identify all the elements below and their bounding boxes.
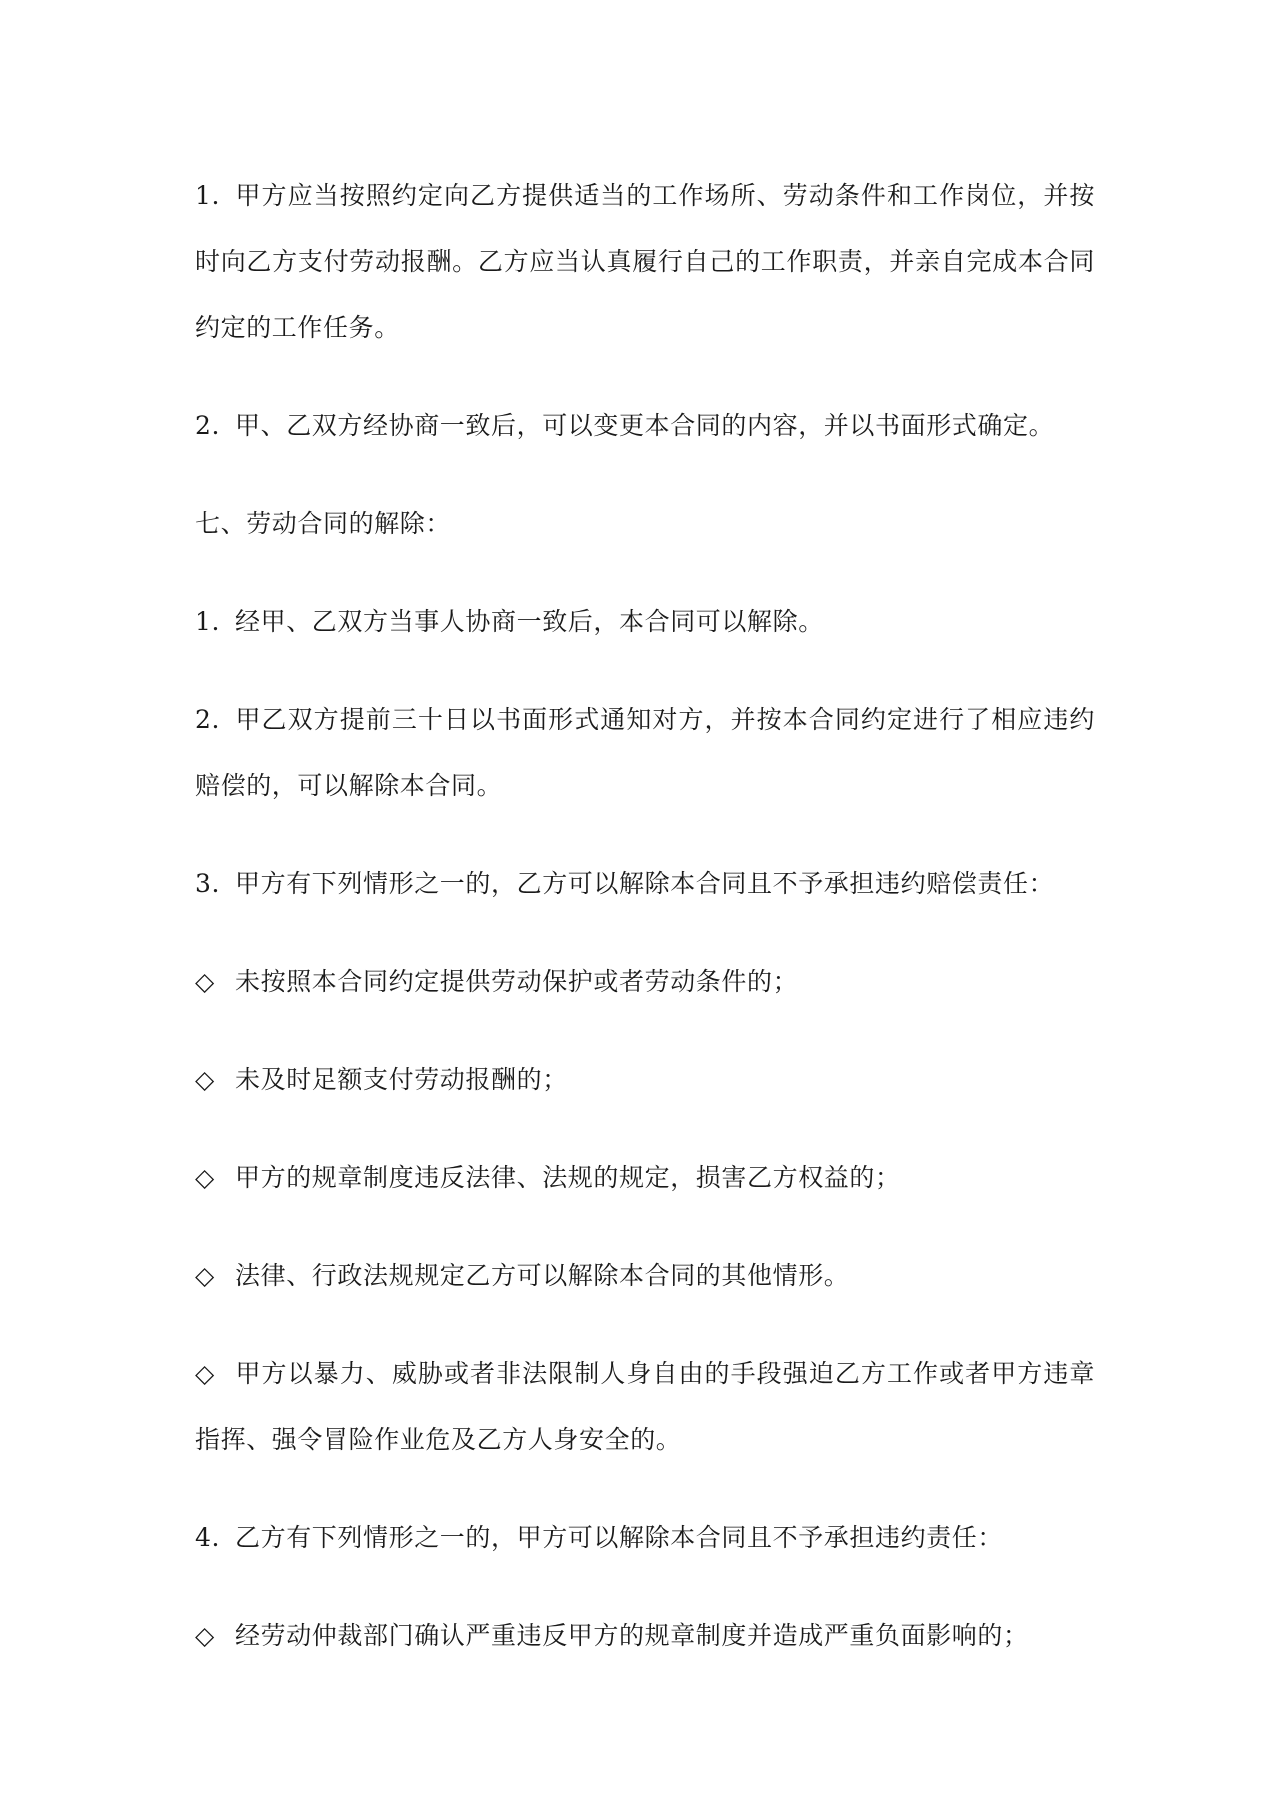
clause-text: 甲方应当按照约定向乙方提供适当的工作场所、劳动条件和工作岗位，并按时向乙方支付劳动报酬。乙方应当认真履行自己的工作职责，并亲自完成本合同约定的工作任务。 (195, 181, 1095, 342)
bullet-item (195, 1341, 1095, 1473)
clause-text: 经甲、乙双方当事人协商一致后，本合同可以解除。 (235, 607, 824, 636)
bullet-item (195, 1243, 1095, 1309)
clause-number: 1. (195, 607, 221, 636)
bullet-item (195, 949, 1095, 1015)
clause-number: 4. (195, 1523, 221, 1552)
clause-number: 2. (195, 411, 221, 440)
bullet-item (195, 1145, 1095, 1211)
diamond-bullet-icon: ◇ (195, 1163, 215, 1192)
clause-7-3 (195, 851, 1095, 917)
clause-6-1 (195, 163, 1095, 361)
bullet-text: 甲方的规章制度违反法律、法规的规定，损害乙方权益的； (235, 1163, 901, 1192)
section-heading-7 (195, 491, 1095, 557)
clause-7-4 (195, 1505, 1095, 1571)
bullet-text: 未按照本合同约定提供劳动保护或者劳动条件的； (235, 967, 799, 996)
bullet-item (195, 1603, 1095, 1669)
clause-7-2 (195, 687, 1095, 819)
clause-text: 甲、乙双方经协商一致后，可以变更本合同的内容，并以书面形式确定。 (235, 411, 1055, 440)
bullet-text: 甲方以暴力、威胁或者非法限制人身自由的手段强迫乙方工作或者甲方违章指挥、强令冒险作业危及乙方人身安全的。 (195, 1359, 1095, 1454)
bullet-item (195, 1047, 1095, 1113)
clause-number: 2. (195, 705, 221, 734)
bullet-text: 经劳动仲裁部门确认严重违反甲方的规章制度并造成严重负面影响的； (235, 1621, 1029, 1650)
diamond-bullet-icon: ◇ (195, 967, 215, 996)
clause-number: 1. (195, 181, 221, 210)
clause-text: 乙方有下列情形之一的，甲方可以解除本合同且不予承担违约责任： (235, 1523, 1004, 1552)
document-page (195, 163, 1095, 1701)
clause-text: 甲乙双方提前三十日以书面形式通知对方，并按本合同约定进行了相应违约赔偿的，可以解除本合同。 (195, 705, 1095, 800)
diamond-bullet-icon: ◇ (195, 1065, 215, 1094)
diamond-bullet-icon: ◇ (195, 1261, 215, 1290)
diamond-bullet-icon: ◇ (195, 1359, 215, 1388)
clause-6-2 (195, 393, 1095, 459)
clause-7-1 (195, 589, 1095, 655)
diamond-bullet-icon: ◇ (195, 1621, 215, 1650)
clause-text: 甲方有下列情形之一的，乙方可以解除本合同且不予承担违约赔偿责任： (235, 869, 1055, 898)
clause-number: 3. (195, 869, 221, 898)
section-heading-text: 七、劳动合同的解除： (195, 509, 452, 538)
bullet-text: 未及时足额支付劳动报酬的； (235, 1065, 568, 1094)
bullet-text: 法律、行政法规规定乙方可以解除本合同的其他情形。 (235, 1261, 850, 1290)
